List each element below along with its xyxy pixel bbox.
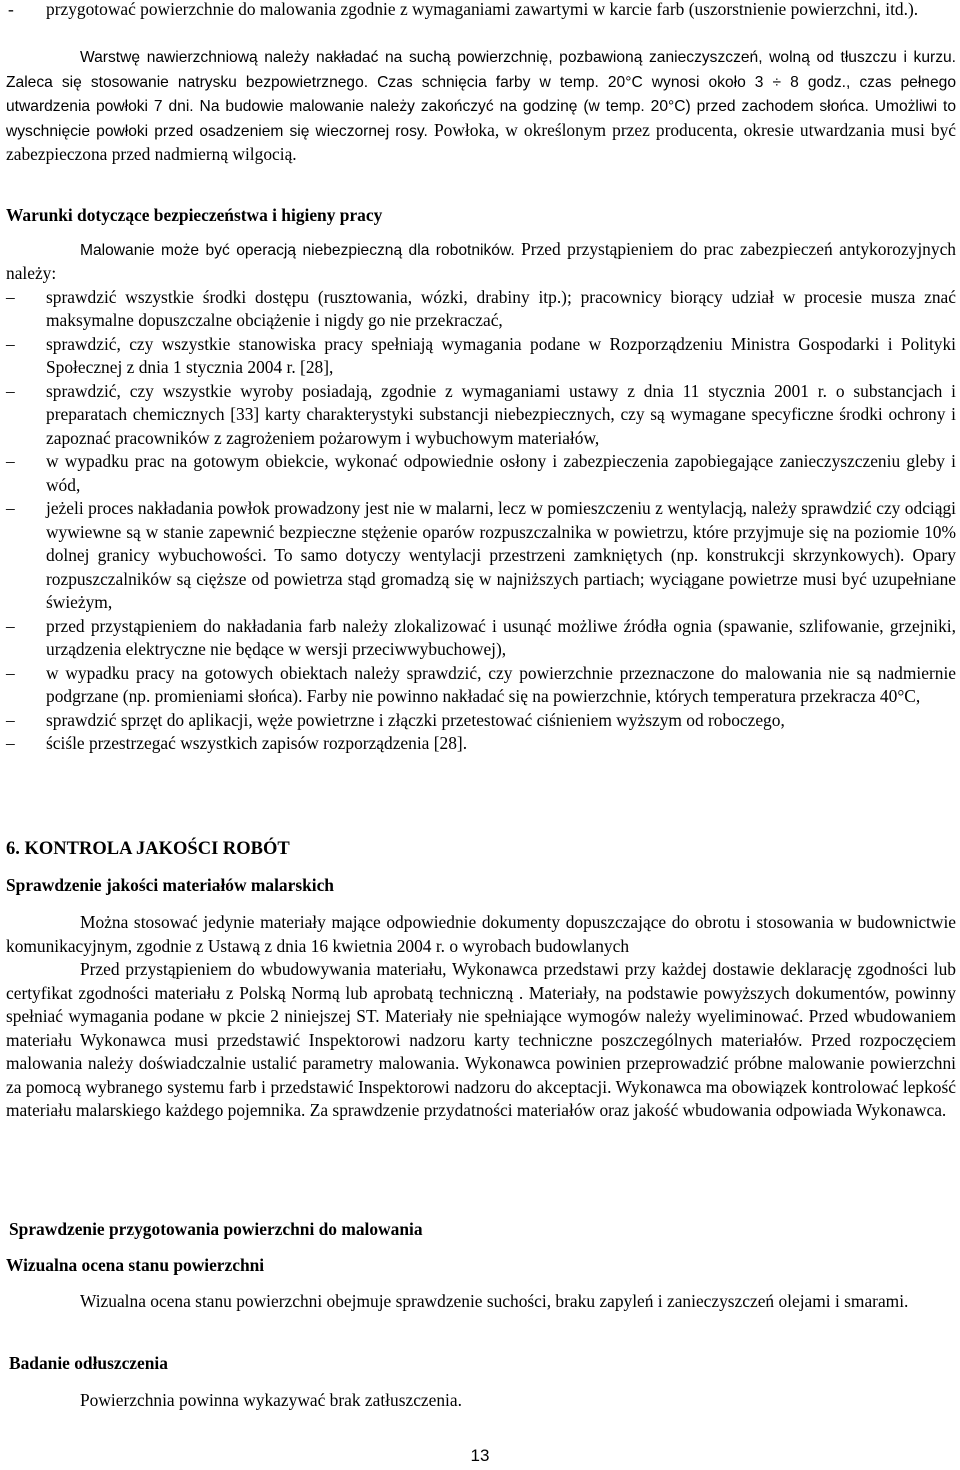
list-dash: – [6,709,15,730]
safety-section [6,204,956,756]
section-heading: 6. KONTROLA JAKOŚCI ROBÓT [6,839,290,859]
list-item-text: jeżeli proces nakładania powłok prowadzony jest nie w malarni, lecz w pomieszczeniu z wentylacją, należy sprawdzić czy odciągi wywiewne są w stanie zapewnić bezpieczne stężenie oparów rozpuszczalnika w powietrzu, które przyjmuje się na poziomie 10% dolnej granicy wybuchowości. To samo dotyczy wentylacji przestrzeni zamkniętych (np. konstrukcji skrzynkowych). Opary rozpuszczalników są cięższe od powietrza stąd gromadzą się w najniższych partiach; wyciągane powietrze musi być uzupełniane świeżym, [46,498,956,612]
list-item [6,286,956,333]
list-item-text: w wypadku prac na gotowym obiekcie, wykonać odpowiednie osłony i zabezpieczenia zapobiegające zanieczyszczeniu gleby i wód, [46,451,956,495]
list-item [6,732,956,756]
materials-paragraph-1: Można stosować jedynie materiały mające odpowiednie dokumenty dopuszczające do obrotu i stosowania w budownictwie komunikacyjnym, zgodnie z Ustawą z dnia 16 kwietnia 2004 r. o wyrobach budowlanych [6,912,956,956]
list-dash: – [6,662,15,683]
list-dash: – [6,380,15,401]
list-dash: – [6,333,15,354]
list-item [6,709,956,733]
surface-section [6,1218,956,1314]
list-dash: – [6,286,15,307]
top-list [6,0,956,22]
degrease-paragraph: Powierzchnia powinna wykazywać brak zatłuszczenia. [80,1389,462,1410]
list-item [6,662,956,709]
safety-heading: Warunki dotyczące bezpieczeństwa i higieny pracy [6,205,383,225]
list-item [6,0,956,22]
list-item-text: w wypadku pracy na gotowych obiektach należy sprawdzić, czy powierzchnie przeznaczone do malowania nie są nadmiernie podgrzane (np. promieniami słońca). Farby nie powinno nakładać się na powierzchnie, których temperatura przekracza 40°C, [46,662,956,706]
list-item [6,450,956,497]
list-dash: – [6,733,15,753]
painting-text-part1: Warstwę nawierzchniową należy nakładać na suchą powierzchnię, pozbawioną zanieczyszczeń, wolną od tłuszczu i kurzu. Zaleca się stosowanie natrysku bezpowietrznego. Czas schnięcia farby w temp. 20°C wynosi około 3 ÷ 8 godz., czas pełnego utwardzenia powłoki 7 dni. Na budowie malowanie należy zakończyć na godzinę (w temp. 20°C) przed zachodem słońca. Umożliwi to wyschnięcie powłoki przed osadzeniem się wieczornej rosy. [6,49,956,140]
safety-intro-serif: Przed przystąpieniem do prac zabezpieczeń antykorozyjnych należy: [6,238,956,283]
list-item-text: ściśle przestrzegać wszystkich zapisów rozporządzenia [28]. [46,733,468,753]
list-dash: – [6,498,15,518]
list-bullet: - [8,0,14,19]
list-dash: – [6,615,15,636]
degrease-section [6,1352,956,1412]
list-item [6,380,956,451]
page-number: 13 [470,1446,490,1465]
list-item [6,615,956,662]
visual-paragraph: Wizualna ocena stanu powierzchni obejmuje sprawdzenie suchości, braku zapyleń i zanieczyszczeń olejami i smarami. [80,1291,909,1311]
visual-heading: Wizualna ocena stanu powierzchni [6,1254,265,1275]
list-item-text: sprawdzić, czy wszystkie wyroby posiadają, zgodnie z wymaganiami ustawy z dnia 11 stycznia 2001 r. o substancjach i preparatach chemicznych [33] karty charakterystyki substancji niebezpiecznych, czy są wymagane specyficzne środki ochrony i zapoznać pracowników z zagrożeniem pożarowym i wybuchowym materiałów, [46,380,956,448]
list-dash: – [6,451,15,471]
materials-heading: Sprawdzenie jakości materiałów malarskich [6,874,334,895]
safety-list [6,286,956,756]
list-item-text: sprawdzić sprzęt do aplikacji, węże powietrzne i złączki przetestować ciśnieniem wyższym od roboczego, [46,709,785,730]
safety-intro [6,238,956,286]
list-item [6,497,956,615]
painting-paragraph [6,45,956,167]
surface-heading: Sprawdzenie przygotowania powierzchni do malowania [9,1219,423,1239]
list-item-text: sprawdzić wszystkie środki dostępu (rusztowania, wózki, drabiny itp.); pracownicy biorący udział w procesie musza znać maksymalne dopuszczalne obciążenie i nigdy go nie przekraczać, [46,286,956,330]
list-item-text: przygotować powierzchnie do malowania zgodnie z wymaganiami zawartymi w karcie farb (uszorstnienie powierzchni, itd.). [46,0,919,19]
list-item-text: przed przystąpieniem do nakładania farb należy zlokalizować i usunąć możliwe źródła ognia (spawanie, szlifowanie, grzejniki, urządzenia elektryczne nie będące w wersji przeciwwybuchowej), [46,615,956,659]
list-item [6,333,956,380]
safety-intro-sans: Malowanie może być operacją niebezpieczną dla robotników. [80,241,515,259]
degrease-heading: Badanie odłuszczenia [9,1353,168,1373]
quality-section [6,838,956,1123]
materials-paragraph-2: Przed przystąpieniem do wbudowywania materiału, Wykonawca przedstawi przy każdej dostawie deklarację zgodności lub certyfikat zgodności materiału z Polską Normą lub aprobatą techniczną . Materiały, na podstawie powyższych dokumentów, powinny spełniać wymagania podane w pkcie 2 niniejszej ST. Materiały nie spełniające wymogów należy wyeliminować. Przed wbudowaniem materiału Wykonawca musi przedstawić Inspektorowi nadzoru karty techniczne poszczególnych materiałów. Przed rozpoczęciem malowania należy doświadczalnie ustalić parametry malowania. Wykonawca powinien przeprowadzić próbne malowanie powierzchni za pomocą wybranego systemu farb i przedstawić Inspektorowi nadzoru do akceptacji. Wykonawca ma obowiązek kontrolować lepkość materiału malarskiego każdego pojemnika. Za sprawdzenie przydatności materiałów oraz jakość wbudowania odpowiada Wykonawca. [6,959,956,1120]
painting-text-part2: Powłoka, w określonym przez producenta, okresie utwardzania musi być zabezpieczona przed nadmierną wilgocią. [6,119,956,164]
list-item-text: sprawdzić, czy wszystkie stanowiska pracy spełniają wymagania podane w Rozporządzeniu Ministra Gospodarki i Polityki Społecznej z dnia 1 stycznia 2004 r. [28], [46,333,956,377]
